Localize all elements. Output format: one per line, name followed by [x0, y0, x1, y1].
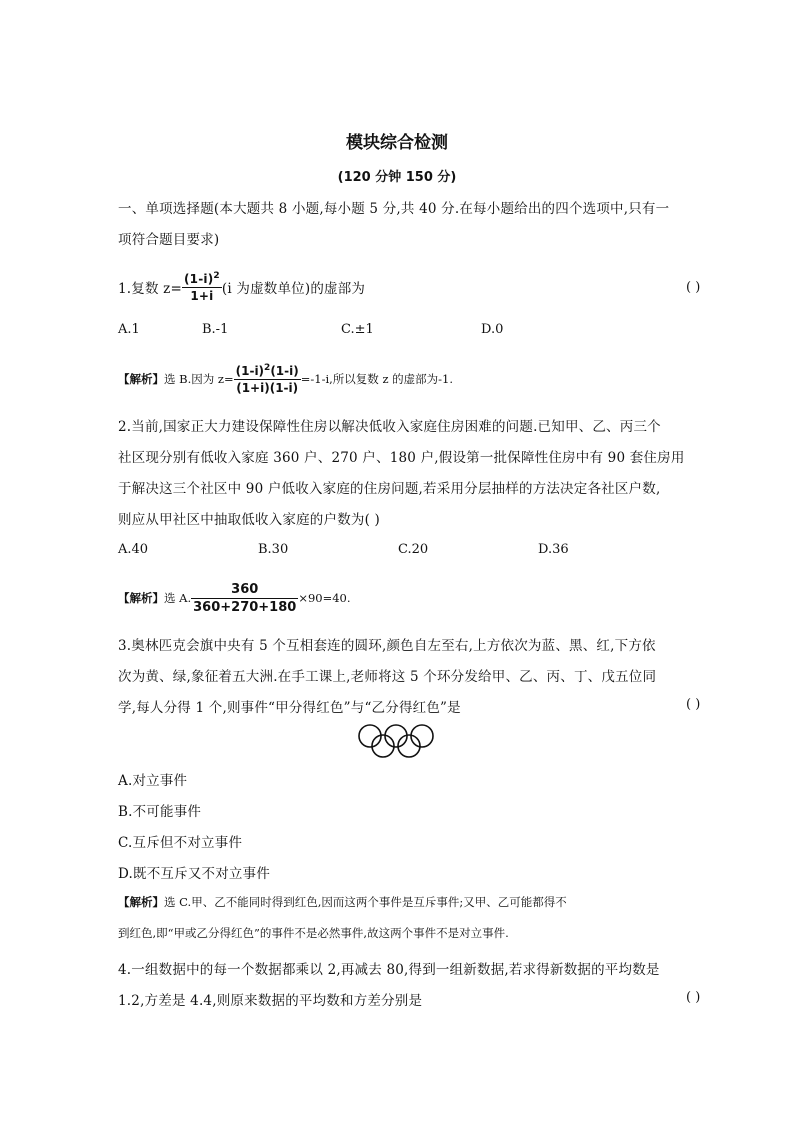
q3-option-b: B.不可能事件: [118, 804, 202, 820]
question-1-stem: [118, 262, 365, 312]
q1-analysis-exp: 2: [264, 363, 271, 373]
q2-analysis-num: 360: [191, 582, 298, 599]
section-heading-line2: 项符合题目要求): [118, 232, 220, 248]
q2-line4: 则应从甲社区中抽取低收入家庭的户数为( ): [118, 512, 381, 528]
q1-prefix: 1.复数 z=: [118, 281, 182, 297]
q1-suffix: (i 为虚数单位)的虚部为: [221, 281, 366, 297]
q2-analysis-label: 【解析】: [118, 591, 164, 605]
q1-analysis-fraction: [234, 363, 301, 395]
q4-line2: 1.2,方差是 4.4,则原来数据的平均数和方差分别是: [118, 993, 423, 1009]
q1-option-b: B.-1: [202, 322, 229, 337]
q3-analysis-label: 【解析】: [118, 895, 164, 909]
q2-option-d: D.36: [538, 542, 569, 557]
q2-option-c: C.20: [398, 542, 429, 557]
q1-frac-den: 1+i: [190, 289, 214, 303]
q3-analysis-line1: [118, 894, 567, 910]
q1-option-a: A.1: [118, 322, 140, 337]
q1-option-d: D.0: [481, 322, 504, 337]
q1-frac-exp: 2: [213, 271, 220, 281]
q3-option-a: A.对立事件: [118, 773, 188, 789]
page-subtitle: (120 分钟 150 分): [337, 170, 457, 185]
q2-analysis: [118, 575, 351, 621]
q1-analysis-num: (1-i): [235, 364, 265, 378]
q1-answer-paren: ( ): [686, 280, 701, 295]
q3-analysis-text1: 选 C.甲、乙不能同时得到红色,因而这两个事件是互斥事件;又甲、乙可能都得不: [164, 895, 567, 909]
q1-option-c: C.±1: [341, 322, 374, 337]
q2-analysis-post: ×90=40.: [298, 591, 351, 605]
q4-answer-paren: ( ): [686, 990, 701, 1005]
q2-line2: 社区现分别有低收入家庭 360 户、270 户、180 户,假设第一批保障性住房中有 90 套住房用: [118, 450, 685, 466]
q2-analysis-den: 360+270+180: [193, 599, 297, 615]
q1-fraction: [182, 271, 222, 303]
q2-line3: 于解决这三个社区中 90 户低收入家庭的住房问题,若采用分层抽样的方法决定各社区户数,: [118, 481, 661, 497]
q1-analysis: [118, 356, 453, 402]
q1-analysis-num-tail: (1-i): [270, 364, 299, 378]
q2-analysis-pre: 选 A.: [164, 591, 192, 605]
q3-line2: 次为黄、绿,象征着五大洲.在手工课上,老师将这 5 个环分发给甲、乙、丙、丁、戊五位同: [118, 669, 657, 685]
olympic-rings-figure: [356, 722, 436, 760]
q1-analysis-den: (1+i)(1-i): [236, 381, 299, 395]
q1-analysis-pre: 选 B.因为 z=: [164, 372, 234, 386]
q1-analysis-post: =-1-i,所以复数 z 的虚部为-1.: [300, 372, 454, 386]
section-heading-line1: 一、单项选择题(本大题共 8 小题,每小题 5 分,共 40 分.在每小题给出的四个选项中,只有一: [118, 201, 670, 217]
q3-option-c: C.互斥但不对立事件: [118, 835, 243, 851]
q1-analysis-label: 【解析】: [118, 372, 164, 386]
q3-line3: 学,每人分得 1 个,则事件“甲分得红色”与“乙分得红色”是: [118, 700, 461, 716]
q2-line1: 2.当前,国家正大力建设保障性住房以解决低收入家庭住房困难的问题.已知甲、乙、丙三个: [118, 419, 661, 435]
page-title: 模块综合检测: [346, 133, 448, 153]
q1-frac-num: (1-i): [184, 272, 214, 286]
q2-analysis-fraction: [191, 582, 298, 615]
q3-answer-paren: ( ): [686, 697, 701, 712]
q3-option-d: D.既不互斥又不对立事件: [118, 866, 271, 882]
q3-line1: 3.奥林匹克会旗中央有 5 个互相套连的圆环,颜色自左至右,上方依次为蓝、黑、红,下方依: [118, 638, 656, 654]
q2-option-a: A.40: [118, 542, 149, 557]
q4-line1: 4.一组数据中的每一个数据都乘以 2,再减去 80,得到一组新数据,若求得新数据的平均数是: [118, 962, 660, 978]
q2-option-b: B.30: [258, 542, 289, 557]
q3-analysis-line2: 到红色,即“甲或乙分得红色”的事件不是必然事件,故这两个事件不是对立事件.: [118, 926, 509, 940]
